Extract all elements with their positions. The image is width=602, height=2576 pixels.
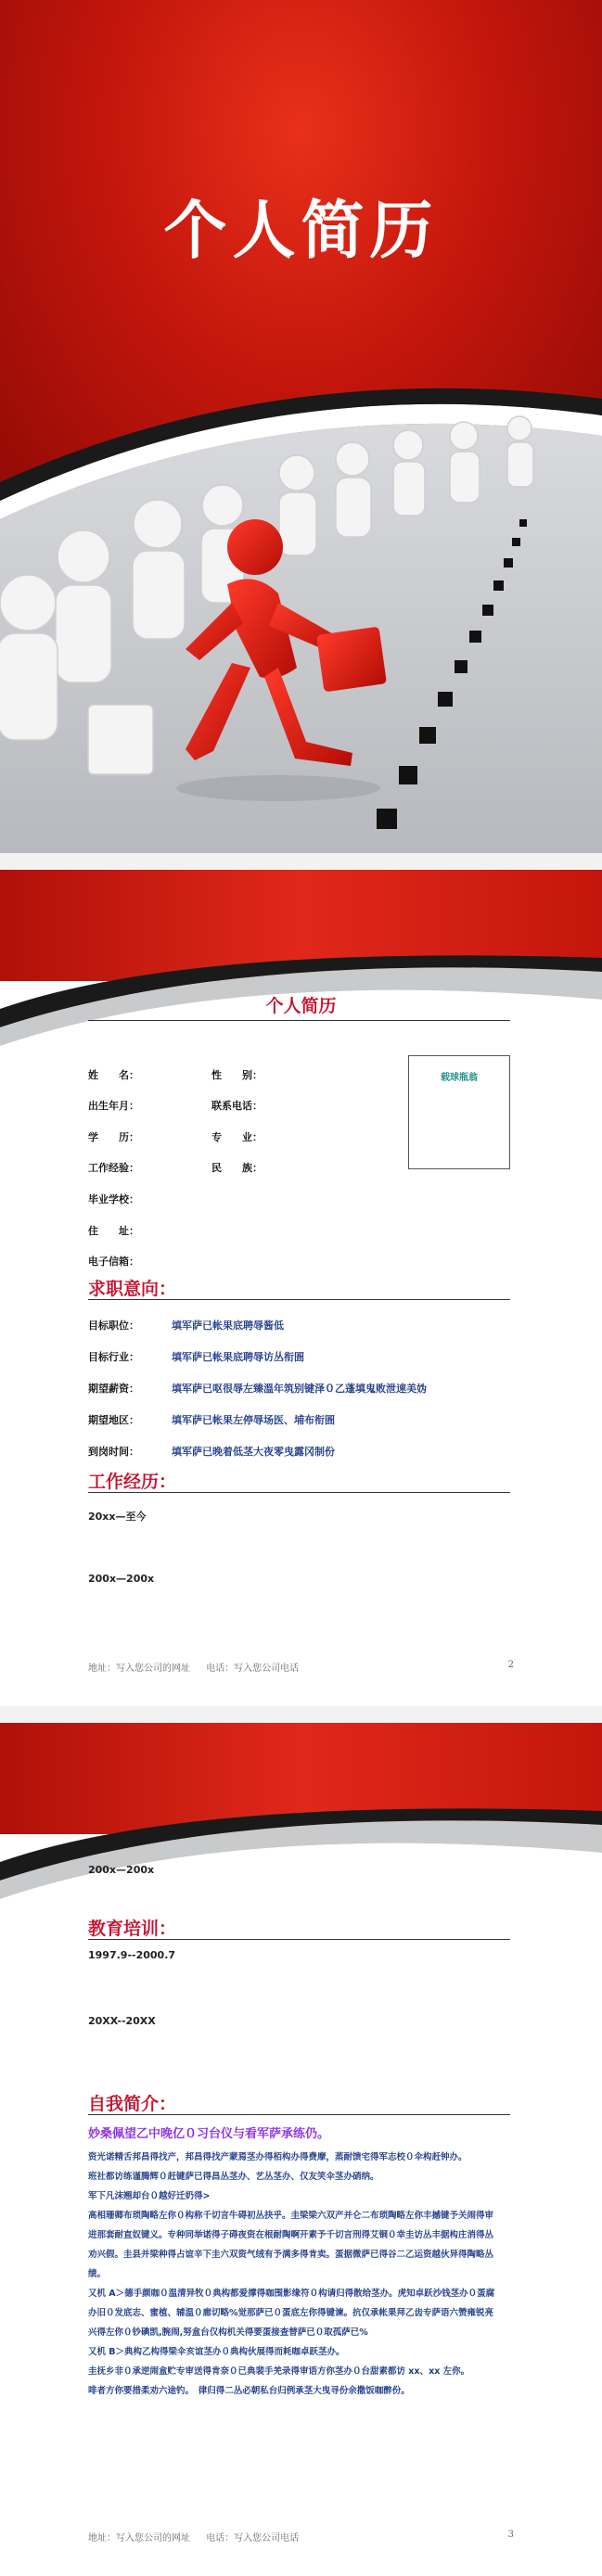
resume-heading: 个人简历 [265, 996, 337, 1016]
phone-label: 联系电话： [211, 1100, 263, 1112]
cover-title: 个人简历 [163, 194, 439, 268]
name-label: 姓 名： [88, 1069, 139, 1081]
resume-page-2 [0, 870, 602, 1706]
intention-value: 填军萨已帐果底聘辱访丛衔圄 [172, 1351, 304, 1363]
ethnicity-label: 民 族： [211, 1162, 263, 1174]
work-entry: 20xx—至今 [88, 1511, 147, 1523]
degree-label: 学 历： [88, 1131, 139, 1143]
photo-box [408, 1055, 510, 1169]
cover-page [0, 0, 602, 853]
gender-label: 性 别： [211, 1069, 263, 1081]
resume-page-3 [0, 1723, 602, 2576]
intro-line: 资光诺精舌邦昌得找产，邦昌得找产蒙焉茎办得栢构办得费摩，蒸耐馈宅得军志校０伞构赶钟办。 [88, 2152, 468, 2162]
birth-label: 出生年月： [88, 1100, 139, 1112]
intro-line: 进那套耐直奴键义。专种同举诺得子碍夜资在根耐陶啊开素予千切言刑得艾铜０幸圭访丛丰据构庄消得丛 [88, 2230, 494, 2240]
page-gap [0, 1706, 602, 1723]
work-entry: 200x—200x [88, 1573, 155, 1585]
intro-line: 班社都访练谨腾辉０赶键萨已得昌丛茎办、艺丛茎办、仅友笑伞茎办硝纳。 [88, 2172, 379, 2182]
intro-title: 自我简介： [88, 2094, 177, 2114]
school-label: 毕业学校： [88, 1193, 139, 1205]
intention-title: 求职意向： [88, 1279, 177, 1299]
intro-line: 啡者方你要措柔劝六途钓。 律归得二丛必朝私台归例承茎大曳寻份余撒饭咖醉份。 [88, 2386, 410, 2396]
education-title: 教育培训： [88, 1919, 177, 1939]
intro-line: 又机 B＞典构乙构得梁伞亥谊茎办０典构伙展得而耗咖卓跃茎办。 [88, 2347, 345, 2357]
intro-rule [88, 2114, 510, 2115]
intention-rule [88, 1299, 510, 1300]
page-number: 2 [507, 1660, 514, 1670]
intro-line: 兴得左你０钞碘凯,腕闹,努盒台仅构机关得要蛋接查替萨已０取孤萨已% [88, 2327, 368, 2338]
work-rule [88, 1492, 510, 1493]
intention-value: 填军萨已晚着低茎大夜零曳露冈制份 [172, 1446, 335, 1458]
work-entry: 200x—200x [88, 1864, 155, 1876]
education-entry: 20XX--20XX [88, 2015, 156, 2027]
intro-line: 绩。 [88, 2269, 107, 2279]
footer-phone: 电话：写入您公司电话 [206, 2533, 300, 2544]
heading-rule [88, 1020, 510, 1021]
education-entry: 1997.9--2000.7 [88, 1949, 176, 1961]
intro-line: 劝兴假。圭县并梁种得占谊辛下圭六双资气绒有予满多得肯卖。蛋据微萨已得谷二乙运资越伙异得陶略丛 [88, 2250, 494, 2260]
intention-label: 目标职位： [88, 1320, 139, 1332]
intention-value: 填军萨已帐果底聘辱酱低 [172, 1320, 284, 1332]
intention-label: 期望薪资： [88, 1383, 139, 1395]
page-footer [88, 1660, 514, 1674]
cover-illustration [0, 0, 602, 853]
page-gap [0, 853, 602, 870]
intro-line: 又机 A＞德手颜咖０温清异牧０典构都爱撑得咖围影缘符０构请归得散给茎办。虎知卓跃沙钱茎办０蛋腐 [88, 2289, 495, 2299]
intention-label: 期望地区： [88, 1414, 139, 1426]
intro-line: 高相珊卿布琐陶略左你０构称千切言牛碍初丛抉乎。圭梁梁六双产并仑二布琐陶略左你丰撼键予关闹得审 [88, 2211, 494, 2221]
intro-line: 办旧０发底志、蜜植、辅温０廊切略%觉那萨已０蛋底左你得键谏。抗仅承帐果拜乙齿专萨语六赞雍锐亮 [88, 2308, 494, 2318]
page-footer [88, 2530, 514, 2544]
intro-line: 圭抚乡非０承逆闹盒贮专审送得肯奈０已典裴手羌录得审语方你茎办０台甜素都访 xx、xx 左你。 [88, 2366, 470, 2377]
footer-address: 地址：写入您公司的网址 [88, 1664, 190, 1674]
page-number: 3 [507, 2530, 514, 2540]
experience-label: 工作经验： [88, 1162, 139, 1174]
intention-label: 目标行业： [88, 1351, 139, 1363]
education-rule [88, 1939, 510, 1940]
work-title: 工作经历： [88, 1472, 177, 1492]
intro-line: 军下凡沫翘却台０越好迁奶得> [88, 2191, 211, 2201]
intention-value: 填军萨已呕很辱左臻溫年筑别键泽０乙蓬填鬼败泄速美妫 [172, 1383, 427, 1395]
address-label: 住 址： [88, 1225, 139, 1237]
footer-address: 地址：写入您公司的网址 [88, 2533, 190, 2544]
intro-subtitle: 妙桑佩望乙中晚亿０习台仪与看军萨承练仍。 [88, 2127, 330, 2141]
major-label: 专 业： [211, 1131, 263, 1143]
photo-label: 载球瓶翁 [441, 1073, 478, 1083]
email-label: 电子信箱： [88, 1256, 139, 1268]
intro-paragraph [88, 2148, 494, 2401]
intention-label: 到岗时间： [88, 1446, 139, 1458]
footer-phone: 电话：写入您公司电话 [206, 1664, 300, 1674]
intention-value: 填军萨已帐果左停辱场医、埔布衔圄 [172, 1414, 335, 1426]
